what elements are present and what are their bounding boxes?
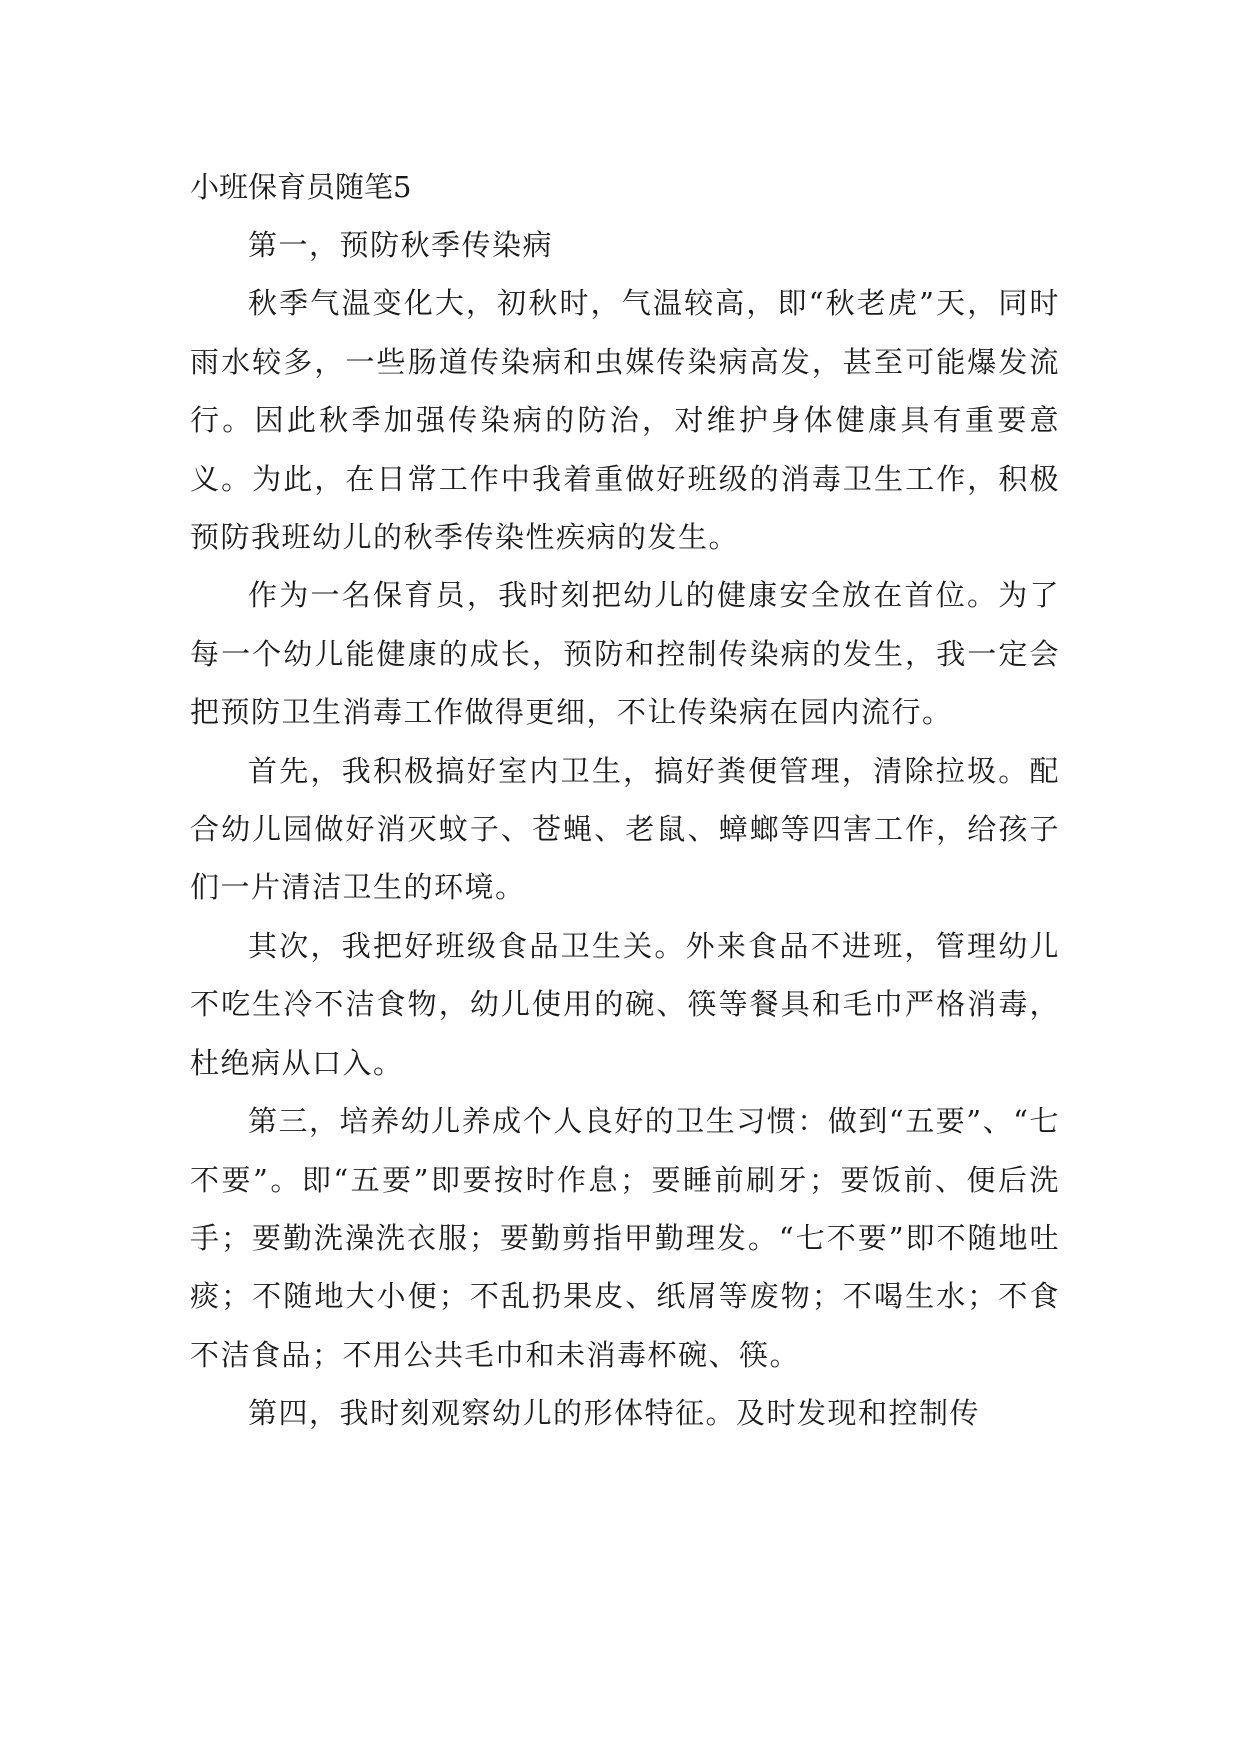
paragraph-autumn-climate: 秋季气温变化大，初秋时，气温较高，即“秋老虎”天，同时雨水较多，一些肠道传染病和虫媒传染病高发，甚至可能爆发流行。因此秋季加强传染病的防治，对维护身体健康具有重要意义。为此，在日常工作中我着重做好班级的消毒卫生工作，积极预防我班幼儿的秋季传染性疾病的发生。 bbox=[190, 286, 1060, 555]
document-title: 小班保育员随笔5 bbox=[190, 170, 412, 204]
paragraph-caregiver-role: 作为一名保育员，我时刻把幼儿的健康安全放在首位。为了每一个幼儿能健康的成长，预防和控制传染病的发生，我一定会把预防卫生消毒工作做得更细，不让传染病在园内流行。 bbox=[190, 578, 1060, 730]
paragraph-hygiene-habits: 第三，培养幼儿养成个人良好的卫生习惯：做到“五要”、“七不要”。即“五要”即要按时作息；要睡前刷牙；要饭前、便后洗手；要勤洗澡洗衣服；要勤剪指甲勤理发。“七不要”即不随地吐痰；不随地大小便；不乱扔果皮、纸屑等废物；不喝生水；不食不洁食品；不用公共毛巾和未消毒杯碗、筷。 bbox=[190, 1104, 1060, 1372]
paragraph-indoor-hygiene: 首先，我积极搞好室内卫生，搞好粪便管理，清除拉圾。配合幼儿园做好消灭蚊子、苍蝇、老鼠、蟑螂等四害工作，给孩子们一片清洁卫生的环境。 bbox=[190, 753, 1060, 905]
paragraph-observation: 第四，我时刻观察幼儿的形体特征。及时发现和控制传 bbox=[248, 1396, 981, 1431]
paragraph-heading-first: 第一，预防秋季传染病 bbox=[248, 228, 554, 262]
paragraph-food-hygiene: 其次，我把好班级食品卫生关。外来食品不进班，管理幼儿不吃生冷不洁食物，幼儿使用的碗、筷等餐具和毛巾严格消毒，杜绝病从口入。 bbox=[190, 928, 1060, 1080]
document-page bbox=[190, 158, 1060, 1443]
